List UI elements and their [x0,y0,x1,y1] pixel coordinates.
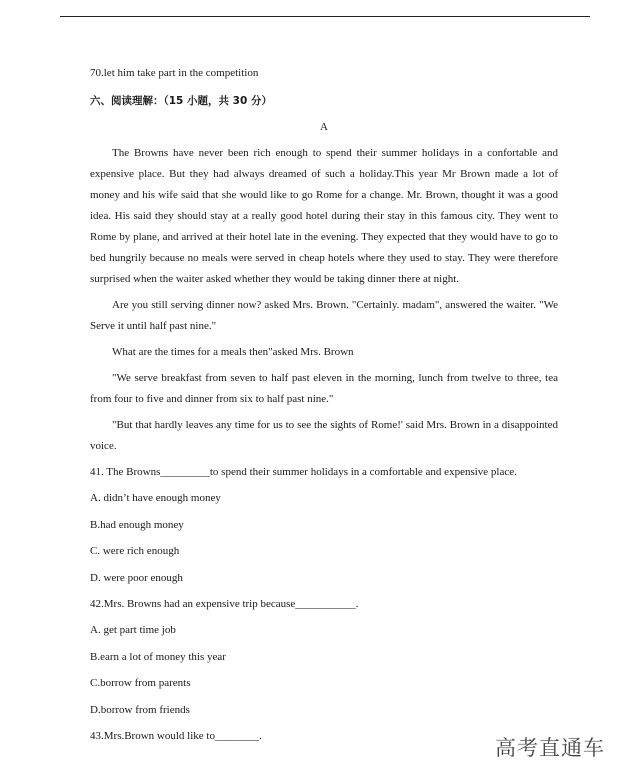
answer-line-70: 70.let him take part in the competition [90,67,259,79]
paragraph-2: Are you still serving dinner now? asked Mrs. Brown. "Certainly. madam", answered the waiter. "We Serve it until half past nine." [90,299,558,332]
paragraph-5: "But that hardly leaves any time for us to see the sights of Rome!' said Mrs. Brown in a disappointed voice. [90,419,558,452]
top-rule [60,16,590,17]
option-42-a: A. get part time job [90,624,176,637]
option-42-b: B.earn a lot of money this year [90,650,226,663]
section-heading: 六、阅读理解：（15 小题，共 30 分） [90,95,272,107]
paragraph-4: "We serve breakfast from seven to half past eleven in the morning, lunch from twelve to three, tea from four to five and dinner from six to half past nine." [90,372,558,405]
option-41-a: A. didn’t have enough money [90,492,221,505]
option-41-c: C. were rich enough [90,545,180,558]
paragraph-3: What are the times for a meals then"asked Mrs. Brown [112,346,354,358]
question-41: 41. The Browns_________to spend their summer holidays in a comfortable and expensive place. [90,466,517,478]
option-42-d: D.borrow from friends [90,703,190,716]
question-42: 42.Mrs. Browns had an expensive trip because___________. [90,597,359,610]
option-41-d: D. were poor enough [90,571,183,584]
question-43: 43.Mrs.Brown would like to________. [90,729,262,742]
document-page [90,66,558,743]
paragraph-1: The Browns have never been rich enough to spend their summer holidays in a confortable and expensive place. But they had always dreamed of such a holiday.This year Mr Brown made a lot of money and his wife said that she would like to go Rome for a change. Mr. Brown, thought it was a good idea. His said they should stay at a really good hotel during their stay in this famous city. They went to Rome by plane, and arrived at their hotel late in the evening. They expected that they would have to go to bed hungrily because no meals were served in cheap hotels where they used to stay. They were therefore surprised when the waiter asked whether they would be taking dinner there at night. [90,147,558,285]
option-42-c: C.borrow from parents [90,677,191,690]
option-41-b: B.had enough money [90,518,184,531]
watermark-logo: 高考直通车 [495,736,605,760]
passage-label: A [320,121,328,133]
